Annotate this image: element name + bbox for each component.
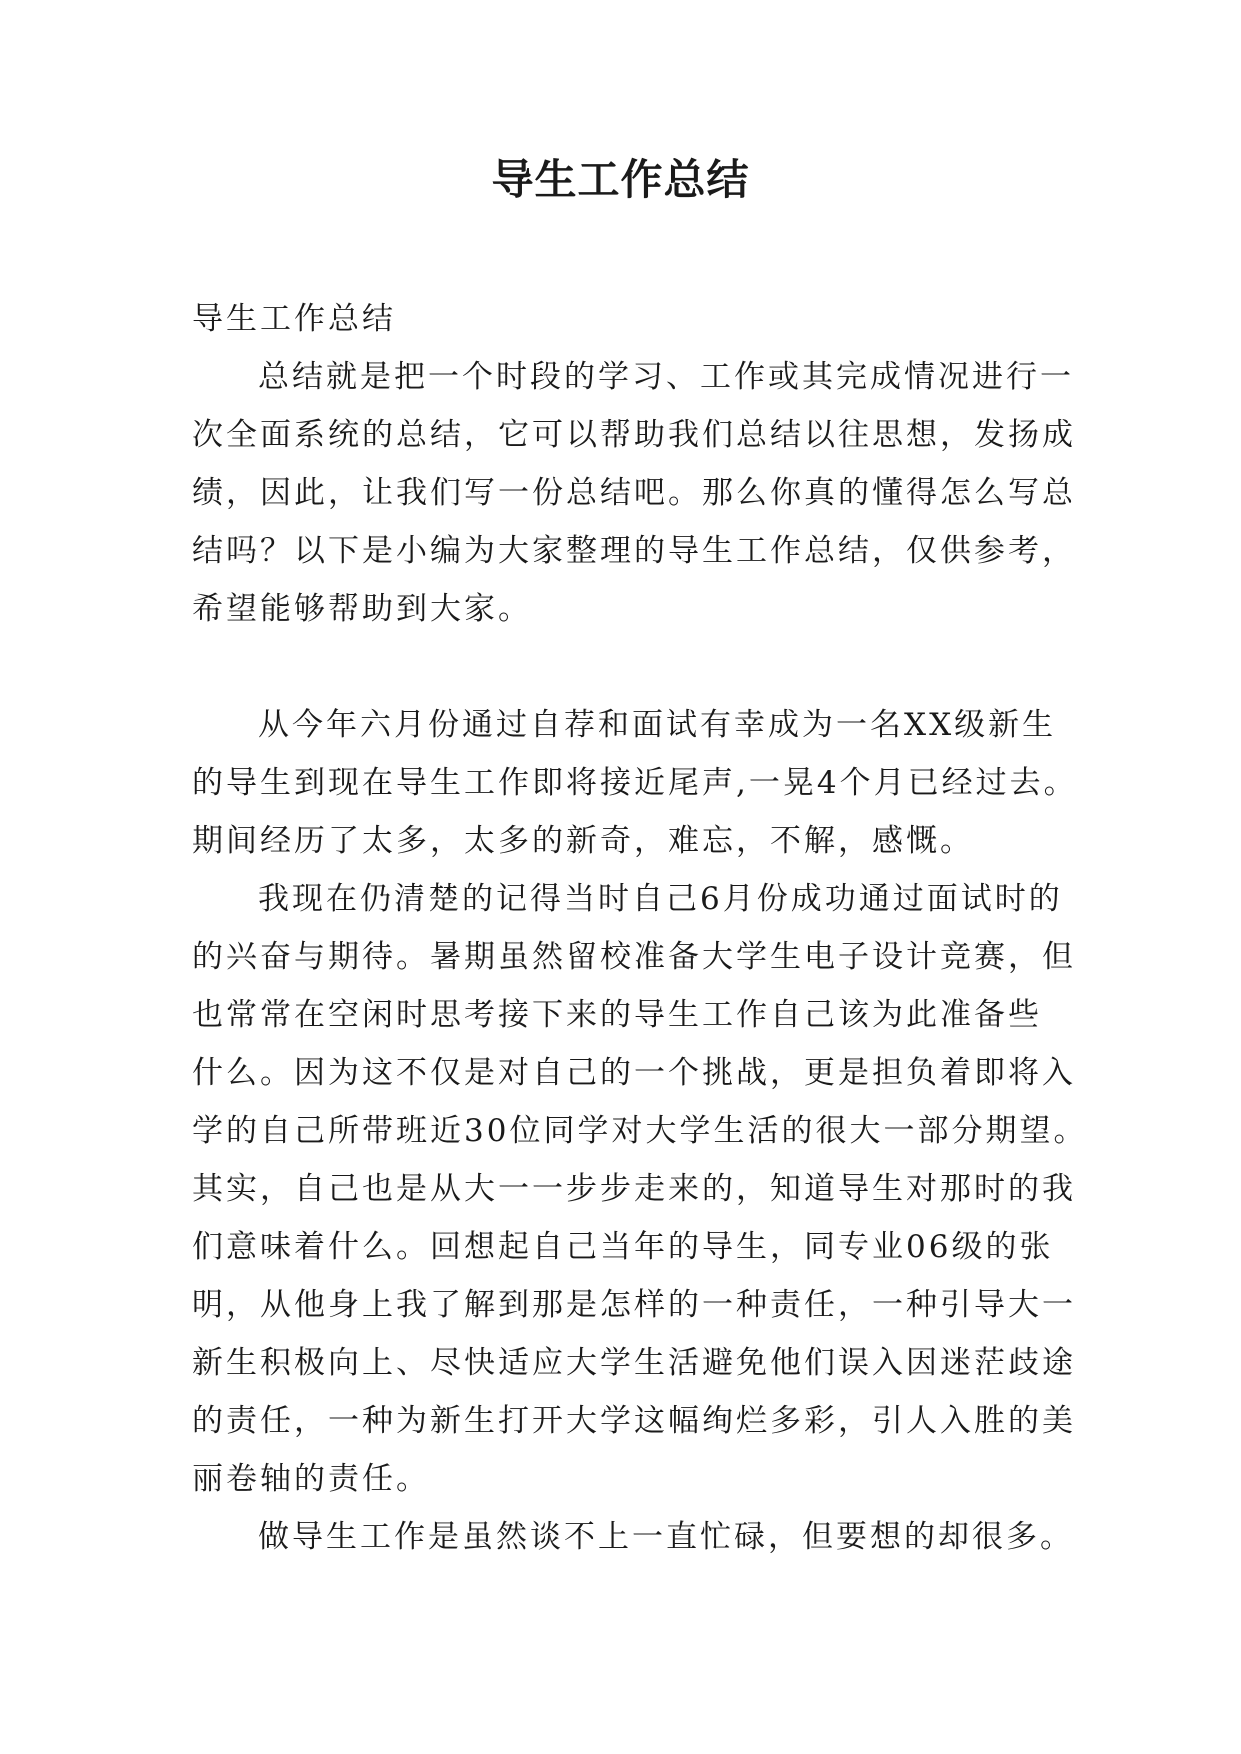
paragraph-line: 丽卷轴的责任。 xyxy=(192,1461,430,1497)
paragraph-line: 明，从他身上我了解到那是怎样的一种责任，一种引导大一 xyxy=(192,1287,1076,1323)
paragraph-line: 也常常在空闲时思考接下来的导生工作自己该为此准备些 xyxy=(192,997,1042,1033)
paragraph-line: 绩，因此，让我们写一份总结吧。那么你真的懂得怎么写总 xyxy=(192,475,1076,511)
paragraph-line: 其实，自己也是从大一一步步走来的，知道导生对那时的我 xyxy=(192,1171,1076,1207)
paragraph-line: 结吗？以下是小编为大家整理的导生工作总结，仅供参考， xyxy=(192,533,1076,569)
document-subtitle: 导生工作总结 xyxy=(192,301,396,337)
paragraph-line: 的兴奋与期待。暑期虽然留校准备大学生电子设计竞赛，但 xyxy=(192,939,1076,975)
document-title: 导生工作总结 xyxy=(491,155,750,204)
paragraph-line: 们意味着什么。回想起自己当年的导生，同专业06级的张 xyxy=(192,1229,1054,1265)
document-body xyxy=(192,290,1088,1566)
paragraph-line: 新生积极向上、尽快适应大学生活避免他们误入因迷茫歧途 xyxy=(192,1345,1076,1381)
paragraph-line: 总结就是把一个时段的学习、工作或其完成情况进行一 xyxy=(258,359,1074,395)
paragraph-line: 从今年六月份通过自荐和面试有幸成为一名XX级新生 xyxy=(258,707,1057,743)
paragraph-line: 的责任，一种为新生打开大学这幅绚烂多彩，引人入胜的美 xyxy=(192,1403,1076,1439)
paragraph-line: 做导生工作是虽然谈不上一直忙碌，但要想的却很多。 xyxy=(258,1519,1074,1555)
blank-line xyxy=(192,638,1060,696)
paragraph-line: 期间经历了太多，太多的新奇，难忘，不解，感慨。 xyxy=(192,823,974,859)
paragraph-line: 学的自己所带班近30位同学对大学生活的很大一部分期望。 xyxy=(192,1113,1088,1149)
paragraph-line: 什么。因为这不仅是对自己的一个挑战，更是担负着即将入 xyxy=(192,1055,1076,1091)
paragraph-line: 我现在仍清楚的记得当时自己6月份成功通过面试时的 xyxy=(258,881,1063,917)
paragraph-line: 次全面系统的总结，它可以帮助我们总结以往思想，发扬成 xyxy=(192,417,1076,453)
paragraph-line: 希望能够帮助到大家。 xyxy=(192,591,532,627)
paragraph-line: 的导生到现在导生工作即将接近尾声,一晃4个月已经过去。 xyxy=(192,765,1078,801)
